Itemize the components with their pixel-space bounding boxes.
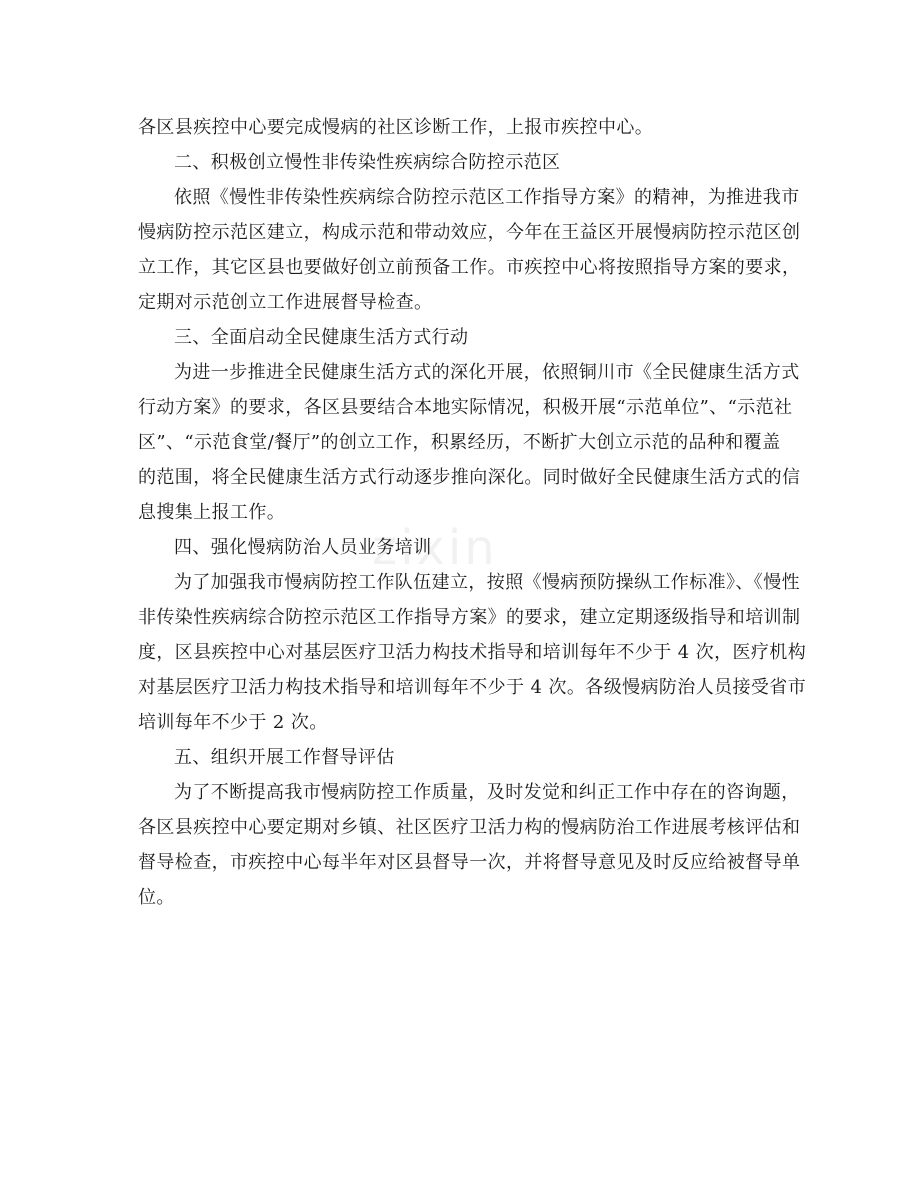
text-line: 的范围，将全民健康生活方式行动逐步推向深化。同时做好全民健康生活方式的信: [138, 467, 801, 488]
watermark: zixin: [372, 520, 498, 576]
text-line: 四、强化慢病防治人员业务培训: [174, 537, 432, 558]
text-line: 非传染性疾病综合防控示范区工作指导方案》的要求，建立定期逐级指导和培训制: [138, 607, 801, 628]
text-line: 对基层医疗卫活力构技术指导和培训每年不少于 4 次。各级慢病防治人员接受省市: [138, 677, 807, 698]
document-body: [138, 110, 807, 915]
text-line: 二、积极创立慢性非传染性疾病综合防控示范区: [174, 152, 561, 173]
text-line: 各区县疾控中心要完成慢病的社区诊断工作，上报市疾控中心。: [138, 117, 654, 138]
text-line: 三、全面启动全民健康生活方式行动: [174, 327, 469, 348]
text-line: 区”、“示范食堂/餐厅”的创立工作，积累经历，不断扩大创立示范的品种和覆盖: [138, 432, 781, 453]
text-line: 督导检查，市疾控中心每半年对区县督导一次，并将督导意见及时反应给被督导单: [138, 852, 801, 873]
text-line: 行动方案》的要求，各区县要结合本地实际情况，积极开展“示范单位”、“示范社: [138, 397, 793, 418]
text-line: 为了加强我市慢病防控工作队伍建立，按照《慢病预防操纵工作标准》、《慢性: [174, 572, 800, 593]
text-line: 息搜集上报工作。: [138, 502, 286, 523]
text-line: 立工作，其它区县也要做好创立前预备工作。市疾控中心将按照指导方案的要求，: [138, 257, 801, 278]
text-line: 为了不断提高我市慢病防控工作质量，及时发觉和纠正工作中存在的咨询题，: [174, 782, 800, 803]
text-line: 依照《慢性非传染性疾病综合防控示范区工作指导方案》的精神，为推进我市: [174, 187, 800, 208]
text-line: 培训每年不少于 2 次。: [138, 712, 328, 733]
text-line: 位。: [138, 887, 175, 908]
text-line: 慢病防控示范区建立，构成示范和带动效应，今年在王益区开展慢病防控示范区创: [138, 222, 801, 243]
text-line: 五、组织开展工作督导评估: [174, 747, 395, 768]
text-line: 为进一步推进全民健康生活方式的深化开展，依照铜川市《全民健康生活方式: [174, 362, 800, 383]
text-line: 度，区县疾控中心对基层医疗卫活力构技术指导和培训每年不少于 4 次，医疗机构: [138, 642, 807, 663]
text-line: 各区县疾控中心要定期对乡镇、社区医疗卫活力构的慢病防治工作进展考核评估和: [138, 817, 801, 838]
text-line: 定期对示范创立工作进展督导检查。: [138, 292, 433, 313]
